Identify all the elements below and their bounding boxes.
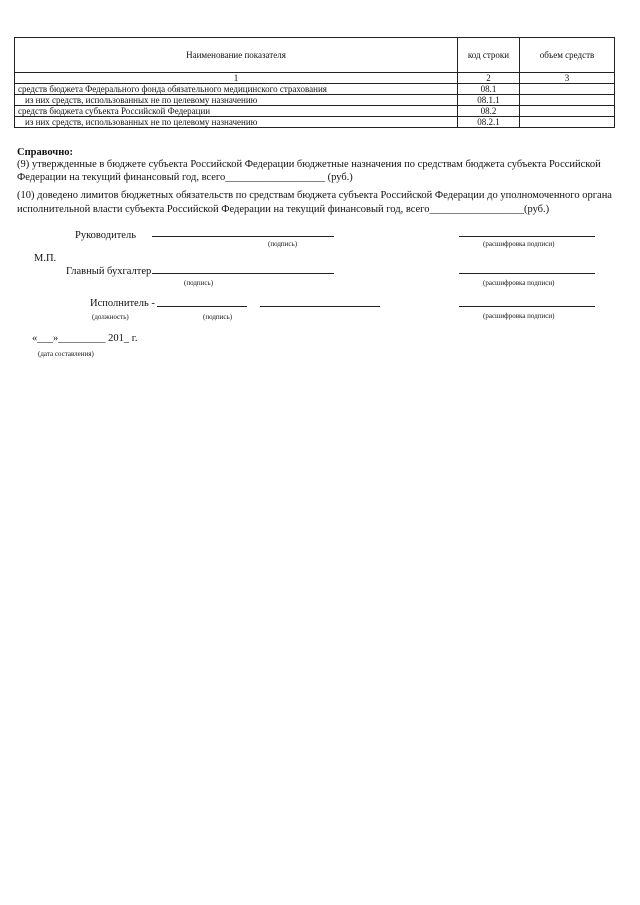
table-row [15,106,615,117]
stamp-label: М.П. [34,253,57,264]
column-number: 1 [15,73,458,84]
reference-title: Справочно: [17,147,74,158]
indicators-table [14,37,615,128]
column-number: 3 [520,73,615,84]
executor-decode-line[interactable] [459,306,595,307]
header-row-code: код строки [458,38,520,73]
row-code: 08.2 [458,106,520,117]
row-value[interactable] [520,95,615,106]
executor-position-line[interactable] [157,306,247,307]
accountant-signature-caption: (подпись) [184,279,214,287]
date-caption: (дата составления) [38,350,94,358]
reference-item-10-line-1: (10) доведено лимитов бюджетных обязательств по средствам бюджета субъекта Российской Федерации до уполномоченного органа [17,190,612,201]
reference-item-9-line-1: (9) утвержденные в бюджете субъекта Российской Федерации бюджетные назначения по средствам бюджета субъекта Российской [17,159,601,170]
reference-item-9-line-2: Федерации на текущий финансовый год, всего___________________ (руб.) [17,172,353,183]
row-name: из них средств, использованных не по целевому назначению [15,95,458,106]
row-code: 08.2.1 [458,117,520,128]
head-decode-line[interactable] [459,236,595,237]
header-indicator-name: Наименование показателя [15,38,458,73]
row-value[interactable] [520,117,615,128]
row-value[interactable] [520,106,615,117]
header-amount: объем средств [520,38,615,73]
date-line: «___»_________ 201_ г. [32,333,138,344]
executor-signature-caption: (подпись) [203,313,233,321]
row-code: 08.1.1 [458,95,520,106]
row-value[interactable] [520,84,615,95]
accountant-signature-line[interactable] [152,273,334,274]
accountant-decode-line[interactable] [459,273,595,274]
accountant-label: Главный бухгалтер [66,266,152,277]
accountant-decode-caption: (расшифровка подписи) [483,279,555,287]
column-number: 2 [458,73,520,84]
table-row [15,84,615,95]
head-signature-caption: (подпись) [268,240,298,248]
head-signature-line[interactable] [152,236,334,237]
row-name: средств бюджета Федерального фонда обязательного медицинского страхования [15,84,458,95]
table-header-row [15,38,615,73]
executor-signature-line[interactable] [260,306,380,307]
head-label: Руководитель [75,230,136,241]
executor-label: Исполнитель - [90,298,155,309]
reference-item-10-line-2: исполнительной власти субъекта Российской Федерации на текущий финансовый год, всего__________________(руб.) [17,204,550,215]
table-row [15,95,615,106]
column-numbers-row [15,73,615,84]
row-name: из них средств, использованных не по целевому назначению [15,117,458,128]
table-row [15,117,615,128]
executor-decode-caption: (расшифровка подписи) [483,312,555,320]
head-decode-caption: (расшифровка подписи) [483,240,555,248]
row-code: 08.1 [458,84,520,95]
row-name: средств бюджета субъекта Российской Федерации [15,106,458,117]
executor-position-caption: (должность) [92,313,129,321]
